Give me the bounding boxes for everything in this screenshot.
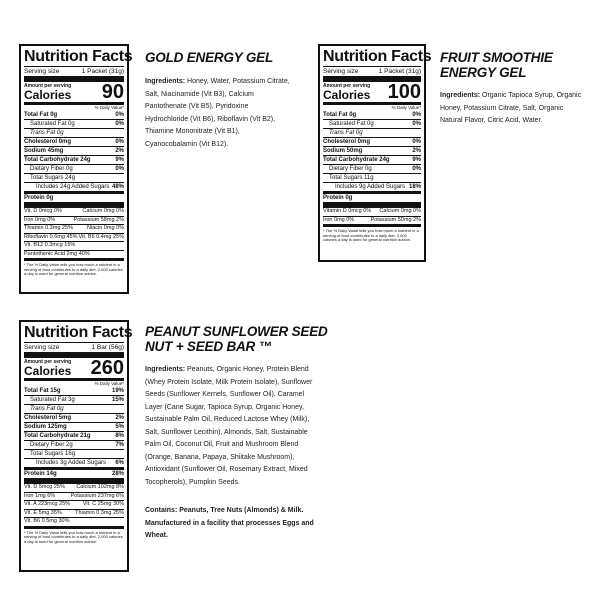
nutrient-label: Saturated Fat 3g [30,397,75,403]
daily-value: 0% [115,139,124,145]
daily-value: 18% [408,184,421,190]
nutrient-label: Includes 3g Added Sugars [36,460,107,466]
bar-ingredients: Ingredients: Peanuts, Organic Honey, Protein Blend (Whey Protein Isolate, Milk Protein Isolate), Sunflower Seeds (Sunflower Kernels, Sunflower Oil), Caramel Layer (Cane Sugar, Tapioca Syrup, Organic Honey, Sustainable Palm Oil, Reduced Lactose Whey (Milk), Salt, Sunflower Lecithin), Almonds, Salt, Sustainable Palm Oil, Coconut Oil, Fruit and Mushroom Blend (Orange, Banana, Papaya, Shiitake Mushroom), Antioxidant (Sunflower Oil, Rosemary Extract, Mixed Tocopherols), Pumpkin Seeds. [145,366,313,486]
vitamin-row [24,484,124,492]
vitamin-rows [24,484,124,526]
nutrient-row [24,128,124,137]
nutrient-row [24,440,124,449]
nutrient-row [323,173,421,182]
daily-value: 5% [115,424,124,430]
nutrient-label: Dietary Fiber 0g [30,166,73,172]
vitamin-row [24,500,124,509]
vitamin-value: Vit. B6 0.5mg 30% [24,518,70,524]
daily-value: 2% [115,148,124,154]
daily-value: 0% [115,166,124,172]
nutrient-row [24,164,124,173]
nutrient-label: Sodium 125mg [24,424,67,430]
vitamin-row [24,216,124,225]
nutrient-row [24,404,124,413]
protein-row: Protein 0g [24,195,54,201]
nutrient-label: Total Sugars 16g [30,451,76,457]
vitamin-row [24,509,124,518]
vitamin-value: Vit. C 25mg 30% [82,501,124,507]
daily-value: 0% [412,166,421,172]
serving-size: Serving size 1 Packet (31g) [24,68,124,75]
nutrient-row [323,155,421,164]
vitamin-rows [323,208,421,224]
fruit-ingredients: Ingredients: Organic Tapioca Syrup, Organic Honey, Potassium Citrate, Salt, Organic Natural Flavor, Citric Acid, Water. [440,92,582,124]
calories-block: Amount per serving Calories 90 [24,81,124,103]
nutrition-facts-title: Nutrition Facts [24,324,133,341]
nutrient-label: Total Fat 0g [323,112,357,118]
fruit-heading: FRUIT SMOOTHIE ENERGY GEL [440,50,553,80]
footnote: * The % Daily Value tells you how much a nutrient in a serving of food contributes to a daily diet. 2,000 calories a day is used for general nutrition advice. [24,262,123,277]
vitamin-value: Iron 1mg 6% [24,492,56,499]
vitamin-row [24,250,124,259]
bar-nutrition-label: Nutrition Facts Serving size 1 Bar (56g) Amount per serving Calories 260 % Daily Value* Total Fat 15g 19% Saturated Fat 3g 15% Trans Fat 0g Cholesterol 5mg 2% Sodium 125mg 5% Total Carbohydrate 21g 8% Dietary Fiber 2g 7% Total Sugars 16g Includes 3g Added Sugars 6% Protein 14g 28% Vit. D 5mcg 25% Calcium 102mg 8% Iron 1mg 6% Potassium 237mg 6% Vit. A 223mcg 25% Vit. C 25mg 30% Vit. E 5mg 35% Thiamin 0.3mg 25% Vit. B6 0.5mg 30% * The % Daily Value tells you how much a nutrient in a serving of food contributes to a daily diet. 2,000 calories a day is used for general nutrition advice. [19,320,129,572]
vitamin-value: Iron 0mg 0% [24,216,56,223]
vitamin-value: Vit. A 223mcg 25% [24,501,71,507]
nutrient-label: Total Carbohydrate 24g [323,157,390,163]
nutrient-label: Total Carbohydrate 21g [24,433,91,439]
nutrient-label: Includes 24g Added Sugars [36,184,110,190]
vitamin-value: Vit. D 0mcg 0% [24,208,62,214]
nutrient-row [24,146,124,155]
bar-contains-statement: Contains: Peanuts, Tree Nuts (Almonds) & Milk. Manufactured in a facility that processes Eggs and Wheat. [145,507,314,539]
nutrient-row [24,449,124,458]
gold-ingredients: Ingredients: Honey, Water, Potassium Citrate, Salt, Niacinamide (Vit B3), Calcium Pantothenate (Vit B5), Pyridoxine Hydrochloride (Vit B6), Riboflavin (Vit B2), Thiamine Mononitrate (Vit B1), Cyanocobalamin (Vit B12). [145,78,290,148]
nutrient-label: Cholesterol 0mg [24,139,72,145]
calories-value: 90 [101,81,124,103]
nutrient-label: Total Sugars 24g [30,175,76,181]
nutrient-row [323,146,421,155]
nutrient-label: Sodium 45mg [24,148,64,154]
nutrient-label: Trans Fat 0g [329,130,363,136]
vitamin-row [323,208,421,216]
nutrient-row [24,155,124,164]
vitamin-value [90,251,124,259]
bar-heading: PEANUT SUNFLOWER SEED NUT + SEED BAR ™ [145,324,328,354]
vitamin-row [24,517,124,526]
nutrient-label: Saturated Fat 0g [30,121,75,127]
nutrient-row [24,173,124,182]
nutrient-label: Cholesterol 5mg [24,415,72,421]
vitamin-row [24,208,124,216]
vitamin-rows [24,208,124,258]
nutrition-facts-title: Nutrition Facts [323,48,432,65]
daily-value: 0% [115,121,124,127]
daily-value: 0% [412,121,421,127]
nutrient-row [24,431,124,440]
vitamin-value: Calcium 102mg 8% [76,484,124,490]
nutrient-label: Trans Fat 0g [30,406,64,412]
nutrient-row [323,111,421,119]
fruit-nutrition-label: Nutrition Facts Serving size 1 Packet (31g) Amount per serving Calories 100 % Daily Value* Total Fat 0g 0% Saturated Fat 0g 0% Trans Fat 0g Cholesterol 0mg 0% Sodium 50mg 2% Total Carbohydrate 24g 9% Dietary Fiber 0g 0% Total Sugars 11g Includes 9g Added Sugars 18% Protein 0g Vitamin D 0mcg 0% Calcium 0mg 0% Iron 0mg 0% Potassium 50mg 2% * The % Daily Value tells you how much a nutrient in a serving of food contributes to a daily diet. 2,000 calories a day is used for general nutrition advice. [318,44,426,262]
serving-size: Serving size 1 Packet (31g) [323,68,421,75]
nutrient-row [323,164,421,173]
nutrient-row [24,111,124,119]
vitamin-value: Thiamin 0.3mg 25% [24,225,73,231]
protein-row: Protein 14g 28% [24,471,124,477]
nutrient-rows [24,387,124,467]
serving-size: Serving size 1 Bar (56g) [24,344,124,351]
vitamin-value: Vit. B6 0.4mg 25% [78,233,124,240]
vitamin-value: Vit. B12 0.3mcg 15% [24,242,76,248]
vitamin-value: Thiamin 0.3mg 25% [75,509,124,516]
daily-value: 2% [412,148,421,154]
nutrient-label: Cholesterol 0mg [323,139,371,145]
vitamin-row [323,216,421,225]
nutrient-label: Sodium 50mg [323,148,363,154]
nutrient-row [24,182,124,191]
gold-nutrition-label: Nutrition Facts Serving size 1 Packet (31g) Amount per serving Calories 90 % Daily Value* Total Fat 0g 0% Saturated Fat 0g 0% Trans Fat 0g Cholesterol 0mg 0% Sodium 45mg 2% Total Carbohydrate 24g 9% Dietary Fiber 0g 0% Total Sugars 24g Includes 24g Added Sugars 48% Protein 0g Vit. D 0mcg 0% Calcium 0mg 0% Iron 0mg 0% Potassium 58mg 2% Thiamin 0.3mg 25% Niacin 0mg 0% Riboflavin 0.6mg 45% Vit. B6 0.4mg 25% Vit. B12 0.3mcg 15% Pantothenic Acid 2mg 40% * The % Daily Value tells you how much a nutrient in a serving of food contributes to a daily diet. 2,000 calories a day is used for general nutrition advice. [19,44,129,294]
footnote: * The % Daily Value tells you how much a nutrient in a serving of food contributes to a daily diet. 2,000 calories a day is used for general nutrition advice. [24,529,123,544]
vitamin-value [75,242,124,250]
nutrient-row [24,422,124,431]
nutrient-label: Saturated Fat 0g [329,121,374,127]
nutrient-label: Dietary Fiber 0g [329,166,372,172]
daily-value: 6% [115,460,124,466]
nutrient-row [24,458,124,467]
nutrient-row [24,413,124,422]
vitamin-row [24,233,124,242]
daily-value: 9% [412,157,421,163]
nutrient-label: Trans Fat 0g [30,130,64,136]
daily-value: 19% [111,388,124,394]
daily-value: 8% [115,433,124,439]
calories-value: 260 [90,357,124,379]
daily-value: 0% [412,112,421,118]
nutrient-rows [323,111,421,191]
vitamin-value: Potassium 50mg 2% [370,216,421,223]
nutrient-row [323,137,421,146]
vitamin-value: Vitamin D 0mcg 0% [323,208,372,214]
nutrient-row [323,119,421,128]
daily-value: 9% [115,157,124,163]
nutrition-facts-title: Nutrition Facts [24,48,133,65]
daily-value: 0% [115,112,124,118]
calories-value: 100 [387,81,421,103]
vitamin-row [24,241,124,250]
vitamin-row [24,492,124,501]
nutrient-label: Total Fat 15g [24,388,61,394]
nutrient-label: Total Sugars 11g [329,175,374,181]
daily-value: 2% [115,415,124,421]
daily-value: 15% [111,397,124,403]
vitamin-value: Potassium 58mg 2% [73,216,124,223]
vitamin-value: Calcium 0mg 0% [82,208,124,214]
nutrient-row [323,128,421,137]
vitamin-value: Niacin 0mg 0% [87,225,124,231]
nutrient-row [24,395,124,404]
vitamin-row [24,224,124,233]
nutrient-row [323,182,421,191]
nutrient-label: Total Fat 0g [24,112,58,118]
nutrient-row [24,137,124,146]
daily-value: 7% [115,442,124,448]
vitamin-value: Riboflavin 0.6mg 45% [24,233,78,240]
nutrient-label: Total Carbohydrate 24g [24,157,91,163]
vitamin-value: Vit. E 5mg 35% [24,509,62,516]
vitamin-value: Calcium 0mg 0% [379,208,421,214]
vitamin-value: Vit. D 5mcg 25% [24,484,65,490]
vitamin-value: Iron 0mg 0% [323,216,355,223]
daily-value: 48% [111,184,124,190]
vitamin-value: Pantothenic Acid 2mg 40% [24,250,90,257]
gold-heading: GOLD ENERGY GEL [145,50,274,65]
footnote: * The % Daily Value tells you how much a nutrient in a serving of food contributes to a daily diet. 2,000 calories a day is used for general nutrition advice. [323,228,419,243]
calories-block: Amount per serving Calories 260 [24,357,124,379]
vitamin-value [74,518,124,526]
nutrient-row [24,387,124,395]
calories-block: Amount per serving Calories 100 [323,81,421,103]
nutrient-row [24,119,124,128]
vitamin-value: Potassium 237mg 6% [70,492,124,499]
daily-value: 0% [412,139,421,145]
protein-row: Protein 0g [323,195,353,201]
nutrient-label: Includes 9g Added Sugars [335,184,406,190]
nutrient-rows [24,111,124,191]
nutrient-label: Dietary Fiber 2g [30,442,73,448]
